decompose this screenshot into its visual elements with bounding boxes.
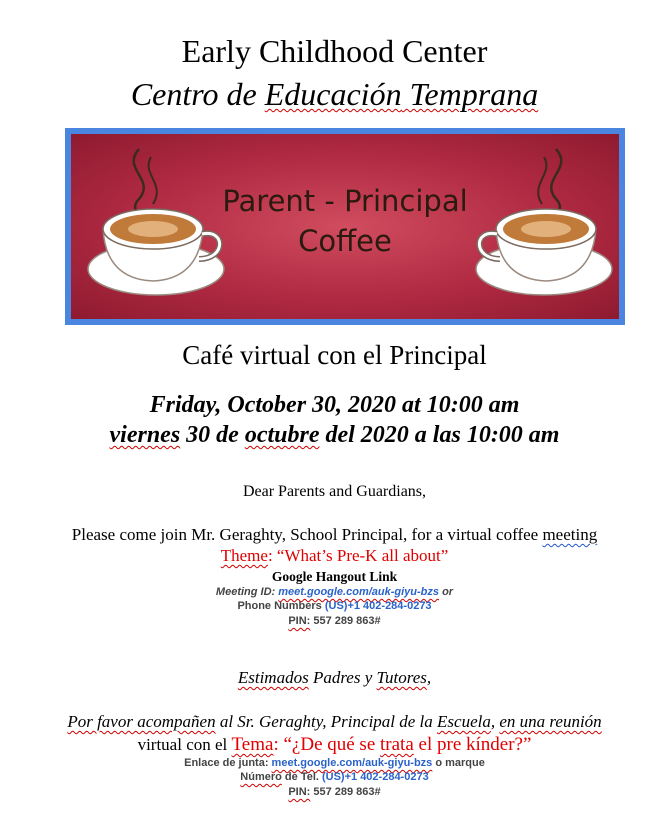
page-title-spanish [0, 76, 669, 113]
invite-es-1: Por favor acompañen [67, 712, 216, 731]
invite-es-3: Escuela [437, 712, 491, 731]
phone-number[interactable]: (US)+1 402-284-0273 [324, 600, 432, 612]
date-es-rest: del 2020 a las 10:00 am [319, 422, 560, 448]
pin-label: PIN: [288, 615, 311, 627]
date-es-month: octubre [244, 422, 320, 448]
event-date-spanish [0, 422, 669, 449]
pin-line [0, 615, 669, 627]
pin-es-value: 557 289 863# [310, 786, 381, 798]
hangout-link-title: Google Hangout Link [271, 569, 398, 584]
meeting-id-label: Meeting ID: [215, 586, 279, 598]
join-label: Enlace de junta: [184, 757, 272, 769]
invitation-spanish [0, 712, 669, 732]
phone-label: Phone Numbers [237, 600, 325, 612]
date-es-part: 30 de [180, 422, 245, 448]
meeting-id-line [0, 586, 669, 598]
greeting-english: Dear Parents and Guardians, [242, 483, 427, 500]
date-es-day: viernes [109, 422, 181, 448]
theme-text: : “What’s Pre-K all about” [267, 546, 449, 565]
invitation-text: Please come join Mr. Geraghty, School Principal, for a virtual coffee [71, 525, 543, 544]
meeting-or: or [439, 586, 454, 598]
invite-es-5: en una reunión [499, 712, 602, 731]
page-title: Early Childhood Center [181, 33, 488, 69]
theme-es-text-2: trata [380, 734, 414, 755]
phone-es-number[interactable]: (US)+1 402-284-0273 [321, 771, 429, 783]
greeting-es-3: Tutores [376, 668, 427, 687]
event-subtitle: Café virtual con el Principal [182, 340, 487, 370]
pin-value: 557 289 863# [310, 615, 381, 627]
join-or: o marque [432, 757, 485, 769]
invite-es-2: al Sr. Geraghty, Principal de la [215, 712, 438, 731]
title-es-end: Temprana [401, 76, 539, 112]
meeting-id-link[interactable]: meet.google.com/auk-giyu-bzs [278, 586, 440, 598]
pin-es-label: PIN: [288, 786, 311, 798]
join-line-spanish [0, 757, 669, 769]
theme-english [0, 546, 669, 566]
theme-label: Theme [220, 546, 268, 565]
theme-es-label: Tema [231, 734, 274, 755]
banner-title: Parent - Principal [222, 184, 468, 218]
greeting-es-1: Estimados [237, 668, 309, 687]
coffee-banner [65, 128, 625, 325]
phone-es-label: Número [240, 771, 282, 783]
title-es-part: Centro de [130, 76, 265, 112]
phone-line-spanish [0, 771, 669, 783]
title-es-misspelled: Educación [264, 76, 402, 112]
theme-es-text-1: : “¿De qué se [273, 734, 381, 755]
banner-background [71, 134, 619, 319]
theme-es-text-3: el pre kínder?” [413, 734, 532, 755]
greeting-es-4: , [426, 668, 432, 687]
join-link[interactable]: meet.google.com/auk-giyu-bzs [271, 757, 433, 769]
phone-es-label-2: de Tel. [281, 771, 322, 783]
greeting-es-2: Padres y [308, 668, 377, 687]
pin-line-spanish [0, 786, 669, 798]
invite-es-6: virtual con el [137, 735, 232, 754]
invite-es-4: , [490, 712, 500, 731]
invitation-english [0, 525, 669, 545]
banner-subtitle: Coffee [298, 224, 392, 258]
invitation-spanish-line2 [0, 734, 669, 756]
greeting-spanish [0, 668, 669, 688]
event-date-english: Friday, October 30, 2020 at 10:00 am [149, 392, 520, 418]
phone-line [0, 600, 669, 612]
invitation-meeting-word: meeting [542, 525, 598, 544]
